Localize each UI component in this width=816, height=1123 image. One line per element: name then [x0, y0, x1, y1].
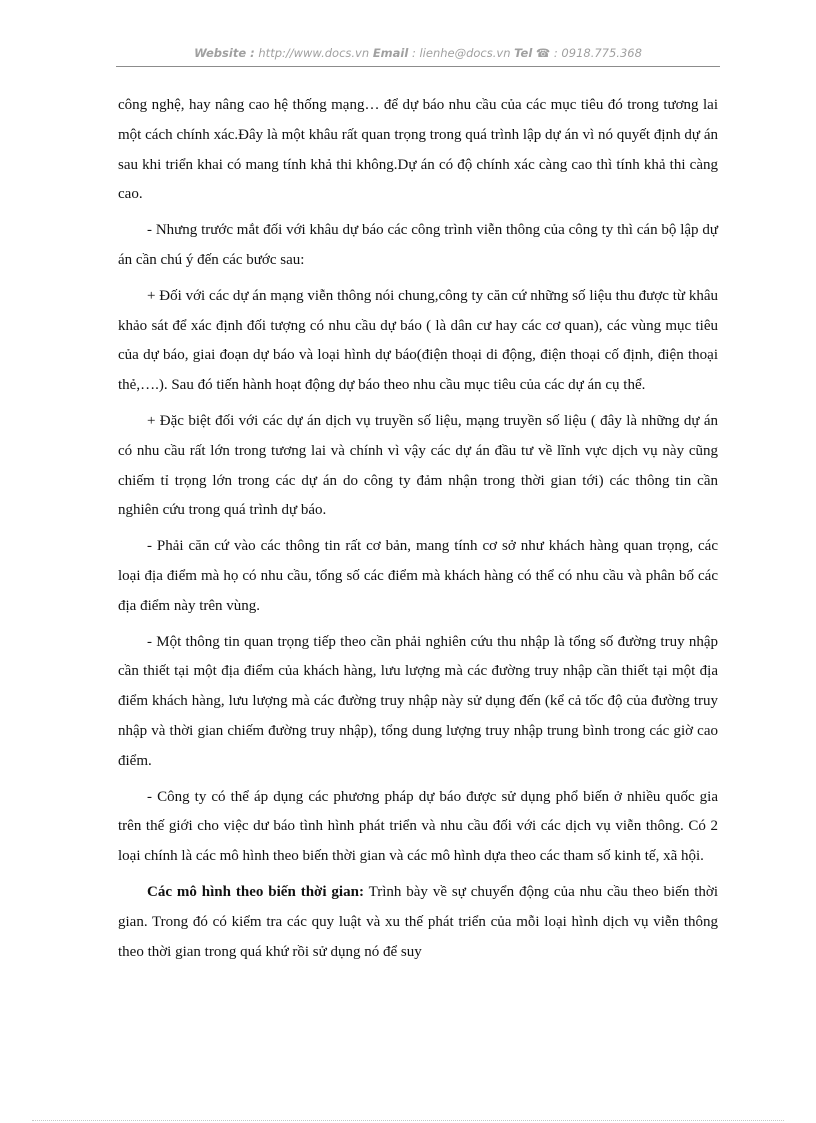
paragraph-2: - Nhưng trước mắt đối với khâu dự báo các công trình viễn thông của công ty thì cán bộ lập dự án cần chú ý đến các bước sau: — [118, 222, 718, 268]
paragraph-5: - Phải căn cứ vào các thông tin rất cơ bản, mang tính cơ sở như khách hàng quan trọng, các loại địa điểm mà họ có nhu cầu, tổng số các điểm mà khách hàng có thể có nhu cầu và phân bố các địa điểm này trên vùng. — [118, 538, 718, 614]
page-header — [116, 46, 720, 60]
paragraph-7: - Công ty có thể áp dụng các phương pháp dự báo được sử dụng phổ biến ở nhiều quốc gia trên thế giới cho việc dư báo tình hình phát triển và nhu cầu đối với các dịch vụ viễn thông. Có 2 loại chính là các mô hình theo biến thời gian và các mô hình dựa theo các tham số kinh tế, xã hội. — [118, 788, 718, 865]
page-bottom-divider — [32, 1120, 784, 1121]
paragraph-4: + Đặc biệt đối với các dự án dịch vụ truyền số liệu, mạng truyền số liệu ( đây là những dự án có nhu cầu rất lớn trong tương lai và chính vì vậy các dự án đầu tư về lĩnh vực dịch vụ này cũng chiếm tỉ trọng lớn trong các dự án do công ty đảm nhận trong thời gian tới) các thông tin cần nghiên cứu trong quá trình dự báo. — [118, 412, 718, 519]
document-body — [118, 91, 718, 973]
email-label: Email — [372, 46, 409, 60]
paragraph-8-lead: Các mô hình theo biến thời gian: — [147, 883, 364, 900]
paragraph-3: + Đối với các dự án mạng viễn thông nói chung,công ty căn cứ những số liệu thu được từ khâu khảo sát để xác định đối tượng có nhu cầu dự báo ( là dân cư hay các cơ quan), các vùng mục tiêu của dự báo, giai đoạn dự báo và loại hình dự báo(điện thoại di động, điện thoại cố định, điện thoại thẻ,….). Sau đó tiến hành hoạt động dự báo theo nhu cầu mục tiêu của các dự án cụ thể. — [118, 287, 718, 394]
tel-label: Tel — [514, 46, 533, 60]
paragraph-8-text: Trình bày về sự chuyển động của nhu cầu theo biến thời gian. Trong đó có kiểm tra các quy luật và xu thế phát triển của mỗi loại hình dịch vụ viễn thông theo thời gian trong quá khứ rồi sử dụng nó để suy — [118, 883, 718, 960]
website-label: Website : — [194, 46, 255, 60]
header-divider — [116, 66, 720, 67]
phone-icon: ☎ — [535, 46, 551, 60]
paragraph-6: - Một thông tin quan trọng tiếp theo cần phải nghiên cứu thu nhập là tổng số đường truy nhập cần thiết tại một địa điểm của khách hàng, lưu lượng mà các đường truy nhập cần thiết tại một địa điểm khách hàng, lưu lượng mà các đường truy nhập này sử dụng đến (kể cả tốc độ của đường truy nhập và thời gian chiếm đường truy nhập), tổng dung lượng truy nhập trung bình trong các giờ cao điểm. — [118, 633, 718, 769]
website-link[interactable]: http://www.docs.vn — [254, 46, 373, 60]
paragraph-8 — [118, 878, 718, 967]
paragraph-1: công nghệ, hay nâng cao hệ thống mạng… để dự báo nhu cầu của các mục tiêu đó trong tương lai một cách chính xác.Đây là một khâu rất quan trọng trong quá trình lập dự án vì nó quyết định dự án sau khi triển khai có mang tính khả thi không.Dự án có độ chính xác càng cao thì tính khả thi càng cao. — [118, 97, 718, 203]
tel-value: : 0918.775.368 — [550, 46, 642, 60]
email-link[interactable]: : lienhe@docs.vn — [408, 46, 515, 60]
